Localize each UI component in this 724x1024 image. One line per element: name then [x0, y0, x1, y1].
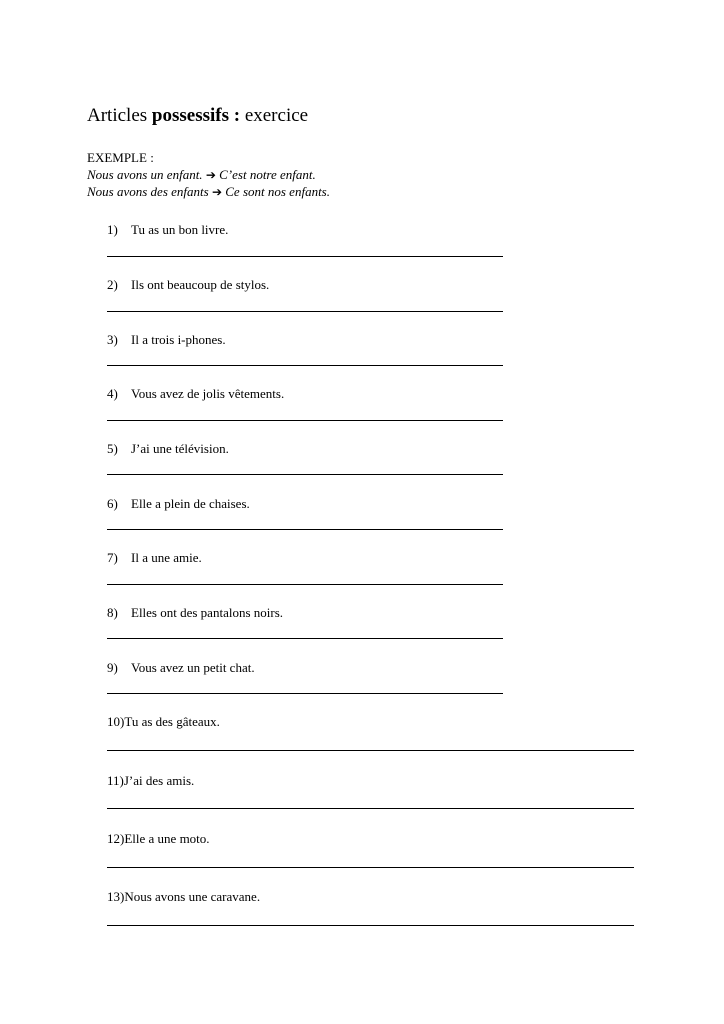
- item-number: 4): [107, 386, 118, 401]
- item-number: 6): [107, 496, 118, 511]
- item-number: 11): [107, 773, 124, 788]
- arrow-right-icon: ➔: [211, 185, 223, 199]
- example-label: EXEMPLE :: [87, 150, 154, 165]
- answer-line-10[interactable]: [107, 750, 634, 751]
- answer-line-1[interactable]: [107, 256, 503, 257]
- example-1-after: C’est notre enfant.: [219, 167, 316, 182]
- answer-line-2[interactable]: [107, 311, 503, 312]
- item-number: 2): [107, 277, 118, 292]
- answer-line-6[interactable]: [107, 529, 503, 530]
- item-number: 3): [107, 332, 118, 347]
- exercise-item-8: [107, 605, 283, 621]
- answer-line-11[interactable]: [107, 808, 634, 809]
- title-part-1: Articles: [87, 105, 152, 126]
- item-number: 5): [107, 441, 118, 456]
- item-sentence: Vous avez de jolis vêtements.: [131, 386, 285, 401]
- item-number: 12): [107, 831, 125, 846]
- page-title: [87, 104, 308, 128]
- exercise-item-5: [107, 441, 229, 457]
- item-number: 10): [107, 714, 125, 729]
- item-sentence: Nous avons une caravane.: [124, 889, 261, 904]
- item-number: 9): [107, 660, 118, 675]
- example-line-1: [87, 167, 316, 183]
- item-number: 1): [107, 222, 118, 237]
- exercise-item-9: [107, 660, 255, 676]
- answer-line-13[interactable]: [107, 925, 634, 926]
- exercise-item-4: [107, 386, 284, 402]
- example-2-after: Ce sont nos enfants.: [225, 184, 330, 199]
- exercise-item-12: [107, 831, 210, 847]
- item-sentence: Elle a plein de chaises.: [131, 496, 250, 511]
- exercise-item-10: [107, 714, 220, 730]
- item-number: 13): [107, 889, 125, 904]
- example-2-before: Nous avons des enfants: [87, 184, 209, 199]
- item-sentence: Elles ont des pantalons noirs.: [131, 605, 284, 620]
- exercise-item-1: [107, 222, 228, 238]
- item-sentence: Il a trois i-phones.: [131, 332, 226, 347]
- item-sentence: Tu as des gâteaux.: [124, 714, 220, 729]
- answer-line-3[interactable]: [107, 365, 503, 366]
- arrow-right-icon: ➔: [205, 168, 216, 182]
- title-part-3: exercice: [240, 105, 309, 126]
- exercise-item-2: [107, 277, 269, 293]
- item-sentence: Il a une amie.: [131, 550, 202, 565]
- answer-line-7[interactable]: [107, 584, 503, 585]
- title-part-2: possessifs :: [151, 105, 241, 126]
- item-sentence: J’ai des amis.: [123, 773, 195, 788]
- item-sentence: Elle a une moto.: [124, 831, 210, 846]
- item-number: 7): [107, 550, 118, 565]
- item-sentence: Vous avez un petit chat.: [131, 660, 255, 675]
- exercise-item-7: [107, 550, 202, 566]
- item-sentence: J’ai une télévision.: [131, 441, 229, 456]
- item-sentence: Tu as un bon livre.: [131, 222, 229, 237]
- answer-line-4[interactable]: [107, 420, 503, 421]
- answer-line-5[interactable]: [107, 474, 503, 475]
- answer-line-12[interactable]: [107, 867, 634, 868]
- example-line-2: [87, 184, 330, 200]
- exercise-item-3: [107, 332, 226, 348]
- item-number: 8): [107, 605, 118, 620]
- example-1-before: Nous avons un enfant.: [87, 167, 203, 182]
- item-sentence: Ils ont beaucoup de stylos.: [131, 277, 270, 292]
- answer-line-9[interactable]: [107, 693, 503, 694]
- exercise-item-11: [107, 773, 194, 789]
- answer-line-8[interactable]: [107, 638, 503, 639]
- exercise-item-13: [107, 889, 260, 905]
- exercise-item-6: [107, 496, 250, 512]
